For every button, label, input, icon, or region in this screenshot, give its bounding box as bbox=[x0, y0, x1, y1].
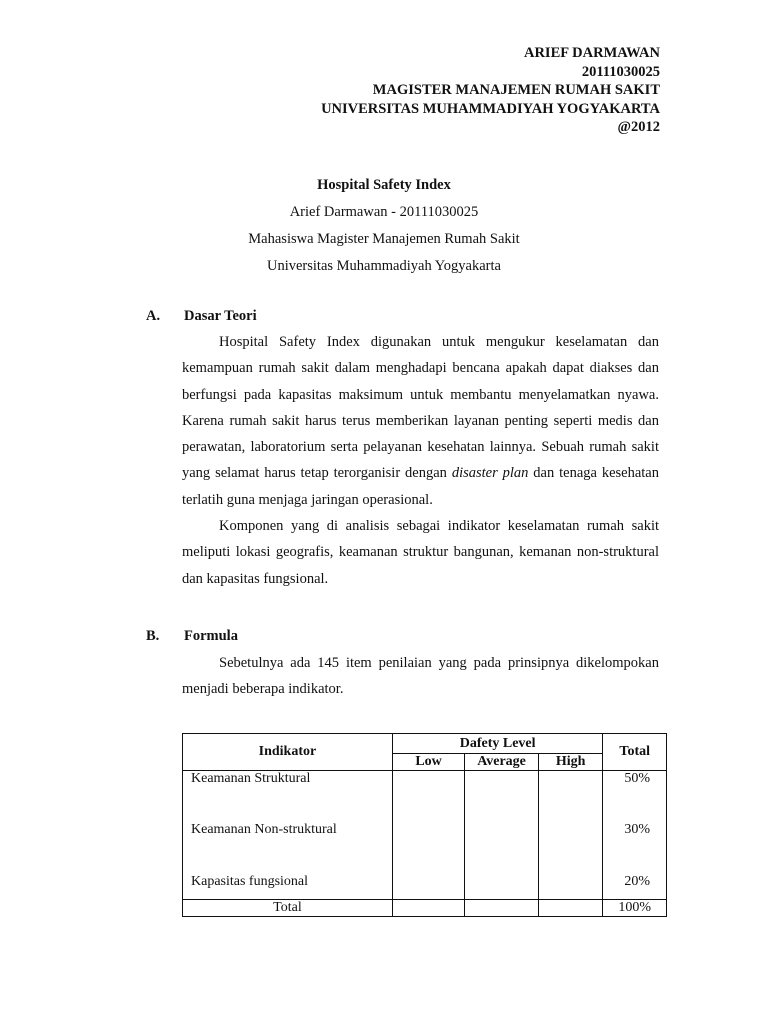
section-a-paragraph-1 bbox=[182, 329, 659, 513]
title-institution: Universitas Muhammadiyah Yogyakarta bbox=[267, 258, 501, 274]
section-b-letter: B. bbox=[146, 628, 160, 644]
high-cell bbox=[538, 771, 603, 900]
document-title: Hospital Safety Index bbox=[317, 177, 451, 193]
section-b-title: Formula bbox=[184, 628, 238, 644]
paragraph-text: dan tenaga kesehatan terlatih guna menjaga jaringan operasional. bbox=[182, 465, 659, 508]
section-b-heading bbox=[146, 627, 238, 645]
header-average: Average bbox=[465, 754, 539, 771]
footer-average-empty bbox=[465, 900, 539, 917]
section-a-paragraph-2: Komponen yang di analisis sebagai indikator keselamatan rumah sakit meliputi lokasi geografis, keamanan struktur bangunan, kemanan non-struktural dan kapasitas fungsional. bbox=[182, 518, 659, 587]
header-indikator: Indikator bbox=[183, 734, 393, 771]
header-low: Low bbox=[392, 754, 464, 771]
indikator-functional: Kapasitas fungsional bbox=[191, 874, 309, 889]
header-year: @2012 bbox=[617, 119, 660, 135]
section-a-title: Dasar Teori bbox=[184, 308, 257, 324]
footer-total-value: 100% bbox=[603, 900, 667, 917]
footer-total-label: Total bbox=[183, 900, 393, 917]
safety-index-table bbox=[182, 733, 667, 917]
section-a-letter: A. bbox=[146, 308, 161, 324]
footer-low-empty bbox=[392, 900, 464, 917]
indikator-nonstructural: Keamanan Non-struktural bbox=[191, 822, 337, 837]
header-safety-level: Dafety Level bbox=[392, 734, 603, 754]
author-header bbox=[321, 44, 660, 137]
low-cell bbox=[392, 771, 464, 900]
indikator-structural: Keamanan Struktural bbox=[191, 771, 311, 786]
table-total-row bbox=[183, 900, 667, 917]
average-cell bbox=[465, 771, 539, 900]
total-functional: 20% bbox=[624, 874, 650, 889]
header-nim: 20111030025 bbox=[581, 63, 660, 80]
paragraph-text: Hospital Safety Index digunakan untuk mengukur keselamatan dan kemampuan rumah sakit dalam menghadapi bencana apakah dapat diakses dan berfungsi pada kapasitas maksimum untuk membantu menyelamatkan nyawa. Karena rumah sakit harus terus memberikan layanan penting seperti medis dan perawatan, laboratorium serta pelayanan kesehatan lainnya. Sebuah rumah sakit yang selamat harus tetap terorganisir dengan bbox=[182, 334, 659, 482]
header-high: High bbox=[538, 754, 603, 771]
header-program: MAGISTER MANAJEMEN RUMAH SAKIT bbox=[372, 82, 660, 98]
section-a-heading bbox=[146, 307, 257, 325]
section-a-body bbox=[182, 329, 659, 592]
title-block bbox=[0, 172, 768, 280]
total-cell bbox=[603, 771, 667, 900]
footer-high-empty bbox=[538, 900, 603, 917]
title-author: Arief Darmawan - 20111030025 bbox=[289, 204, 479, 220]
header-name: ARIEF DARMAWAN bbox=[523, 45, 660, 61]
disaster-plan-term: disaster plan bbox=[451, 465, 529, 482]
total-structural: 50% bbox=[624, 771, 650, 786]
header-total: Total bbox=[603, 734, 667, 771]
section-b-body bbox=[182, 650, 659, 703]
title-role: Mahasiswa Magister Manajemen Rumah Sakit bbox=[248, 231, 520, 247]
section-b-paragraph-1: Sebetulnya ada 145 item penilaian yang pada prinsipnya dikelompokan menjadi beberapa indikator. bbox=[182, 655, 659, 698]
indikator-cell bbox=[183, 771, 393, 900]
table-body-row bbox=[183, 771, 667, 900]
total-nonstructural: 30% bbox=[624, 822, 650, 837]
header-university: UNIVERSITAS MUHAMMADIYAH YOGYAKARTA bbox=[321, 100, 660, 117]
